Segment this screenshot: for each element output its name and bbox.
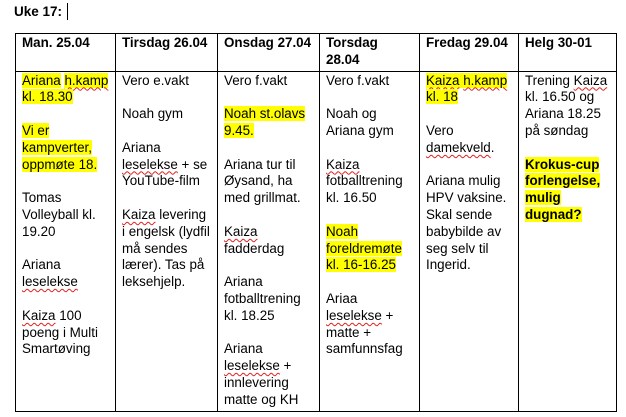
cell-paragraph: [22, 190, 109, 240]
cell-paragraph: [326, 157, 413, 207]
text-run: Ariana: [22, 72, 61, 88]
cell-paragraph: [224, 106, 313, 140]
text-run: + se YouTube-film: [122, 156, 208, 189]
text-run: Krokus-cup forlengelse, mulig dugnad?: [525, 156, 601, 222]
text-run: 100 poeng i Multi Smartøving: [22, 307, 98, 357]
header-cell-wednesday[interactable]: Onsdag 27.04: [218, 34, 320, 72]
cell-paragraph: [122, 73, 211, 90]
text-run: Ariana: [122, 139, 161, 155]
header-cell-friday[interactable]: Fredag 29.04: [420, 34, 519, 72]
text-run: Ariaa: [326, 290, 358, 306]
text-run: + innlevering matte og KH: [224, 358, 299, 407]
content-cell-tuesday[interactable]: [116, 71, 218, 411]
header-cell-monday[interactable]: Man. 25.04: [16, 34, 116, 72]
text-run: Ariana fotballtrening kl. 18.25: [224, 274, 301, 323]
content-cell-monday[interactable]: [16, 71, 116, 411]
document-title: Uke 17:: [14, 4, 63, 19]
text-run: damekveld: [426, 139, 491, 155]
text-run: Noah st.olavs 9.45.: [224, 106, 306, 138]
cell-paragraph: [426, 73, 512, 107]
cell-paragraph: [224, 157, 313, 207]
text-run: Vero: [426, 122, 454, 138]
text-run: h.kamp: [64, 72, 109, 88]
text-run: Vero e.vakt: [122, 72, 189, 88]
text-run: Kaiza: [426, 72, 460, 88]
text-run: Noah gym: [122, 106, 184, 122]
text-run: Ariana: [224, 341, 263, 357]
text-run: fadderdag: [224, 240, 285, 256]
header-cell-weekend[interactable]: Helg 30-01: [519, 34, 617, 72]
text-run: Noah foreldremøte kl. 16-16.25: [326, 223, 402, 273]
header-row: [16, 34, 617, 72]
text-cursor: [67, 3, 68, 20]
cell-paragraph: [525, 73, 610, 140]
content-cell-wednesday[interactable]: [218, 71, 320, 411]
text-run: leselekse: [326, 307, 382, 323]
cell-paragraph: [122, 106, 211, 123]
header-cell-thursday[interactable]: Torsdag 28.04: [320, 34, 420, 72]
cell-paragraph: [22, 308, 109, 358]
cell-paragraph: [525, 157, 610, 224]
text-run: fotballtrening kl. 16.50: [326, 173, 403, 206]
text-run: Vero f.vakt: [326, 72, 390, 88]
week-schedule-table[interactable]: [15, 33, 617, 412]
text-run: levering i engelsk (lydfil må sendes lærer). Tas på leksehjelp.: [122, 206, 210, 290]
text-run: kl. 18.30: [22, 89, 73, 105]
text-run: .: [490, 139, 495, 155]
text-run: Kaiza: [122, 206, 156, 222]
cell-paragraph: [22, 257, 109, 291]
content-cell-weekend[interactable]: [519, 71, 617, 411]
cell-paragraph: [224, 224, 313, 258]
cell-paragraph: [426, 173, 512, 274]
cell-paragraph: [224, 341, 313, 408]
cell-paragraph: [224, 73, 313, 90]
cell-paragraph: [122, 207, 211, 291]
text-run: kl. 16.50 og Ariana 18.25 på søndag: [525, 89, 601, 138]
text-run: Kaiza: [573, 72, 608, 88]
text-run: Tomas Volleyball kl. 19.20: [22, 190, 96, 239]
cell-paragraph: [22, 73, 109, 107]
text-run: kl. 18: [426, 89, 459, 105]
text-run: Ariana tur til Øysand, ha med grillmat.: [224, 156, 301, 206]
text-run: Trening: [525, 72, 574, 88]
content-row: [16, 71, 617, 411]
text-run: leselekse: [122, 156, 178, 172]
content-cell-friday[interactable]: [420, 71, 519, 411]
text-run: Vi er kampverter, oppmøte 18.: [22, 122, 98, 172]
text-run: Noah og Ariana gym: [326, 106, 394, 138]
cell-paragraph: [22, 123, 109, 173]
header-cell-tuesday[interactable]: Tirsdag 26.04: [116, 34, 218, 72]
cell-paragraph: [326, 73, 413, 90]
text-run: leselekse: [224, 358, 280, 374]
text-run: Kaiza: [326, 156, 360, 172]
text-run: Kaiza: [22, 307, 56, 323]
text-run: + matte + samfunnsfag: [326, 307, 403, 357]
content-cell-thursday[interactable]: [320, 71, 420, 411]
text-run: Vero f.vakt: [224, 72, 288, 88]
cell-paragraph: [122, 140, 211, 190]
text-run: h.kamp: [463, 72, 508, 88]
cell-paragraph: [224, 274, 313, 324]
text-run: Ariana mulig HPV vaksine. Skal sende babybilde av seg selv til Ingerid.: [426, 173, 507, 273]
text-run: Kaiza: [224, 223, 258, 239]
cell-paragraph: [326, 224, 413, 274]
cell-paragraph: [326, 291, 413, 358]
text-run: leselekse: [22, 274, 78, 290]
cell-paragraph: [326, 106, 413, 140]
cell-paragraph: [426, 123, 512, 157]
text-run: Ariana: [22, 257, 61, 273]
